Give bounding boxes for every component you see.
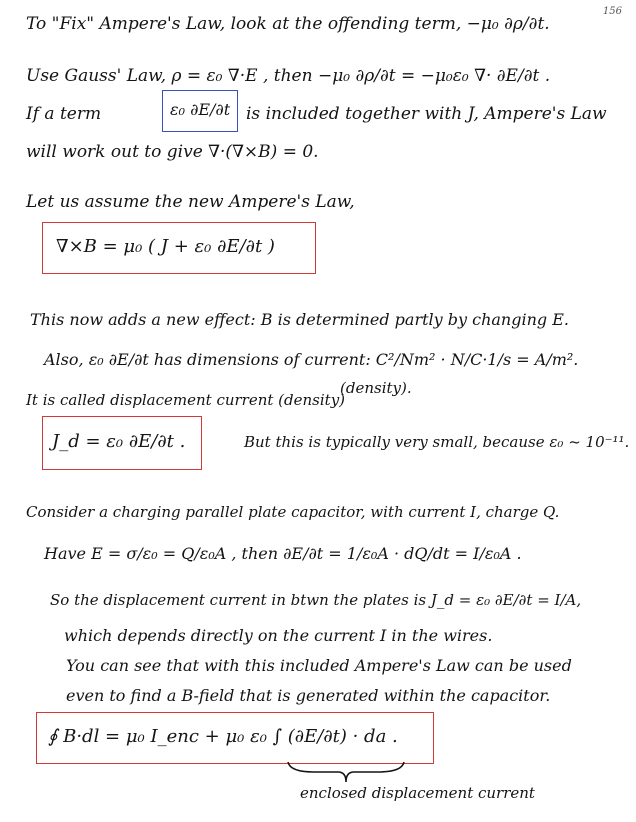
text-line-8: Also, ε₀ ∂E/∂t has dimensions of current: C²/Nm² · N/C·1/s = A/m². <box>44 350 579 369</box>
text-line-4: is included together with J, Ampere's Law <box>246 104 607 124</box>
text-line-16: You can see that with this included Ampere's Law can be used <box>66 656 572 675</box>
text-line-13: Have E = σ/ε₀ = Q/ε₀A , then ∂E/∂t = 1/ε₀A · dQ/dt = I/ε₀A . <box>44 544 522 563</box>
text-line-10: (density). <box>340 379 412 397</box>
text-line-12: Consider a charging parallel plate capacitor, with current I, charge Q. <box>26 503 560 521</box>
text-line-6: Let us assume the new Ampere's Law, <box>26 192 355 212</box>
jd-equation: J_d = ε₀ ∂E/∂t . <box>52 431 186 452</box>
text-line-3: If a term <box>26 104 102 124</box>
text-line-7: This now adds a new effect: B is determined partly by changing E. <box>30 310 569 329</box>
integral-equation: ∮ B·dl = μ₀ I_enc + μ₀ ε₀ ∫ (∂E/∂t) · da . <box>48 726 398 747</box>
text-line-15: which depends directly on the current I in the wires. <box>64 626 493 645</box>
page-number: 156 <box>602 6 622 17</box>
underbrace-label: enclosed displacement current <box>300 784 535 802</box>
text-line-5: will work out to give ∇·(∇×B) = 0. <box>26 142 319 162</box>
ampere-maxwell-equation: ∇×B = μ₀ ( J + ε₀ ∂E/∂t ) <box>56 236 275 257</box>
text-line-17: even to find a B-field that is generated within the capacitor. <box>66 686 551 705</box>
text-line-11: But this is typically very small, because ε₀ ~ 10⁻¹¹. <box>244 433 630 451</box>
boxed-term: ε₀ ∂E/∂t <box>170 100 231 119</box>
text-line-1: To "Fix" Ampere's Law, look at the offending term, −μ₀ ∂ρ/∂t. <box>26 14 550 34</box>
text-line-2: Use Gauss' Law, ρ = ε₀ ∇·E , then −μ₀ ∂ρ/∂t = −μ₀ε₀ ∇· ∂E/∂t . <box>26 66 551 86</box>
text-line-9: It is called displacement current (density) <box>26 391 346 409</box>
underbrace-icon <box>286 760 406 784</box>
text-line-14: So the displacement current in btwn the plates is J_d = ε₀ ∂E/∂t = I/A, <box>50 591 582 609</box>
